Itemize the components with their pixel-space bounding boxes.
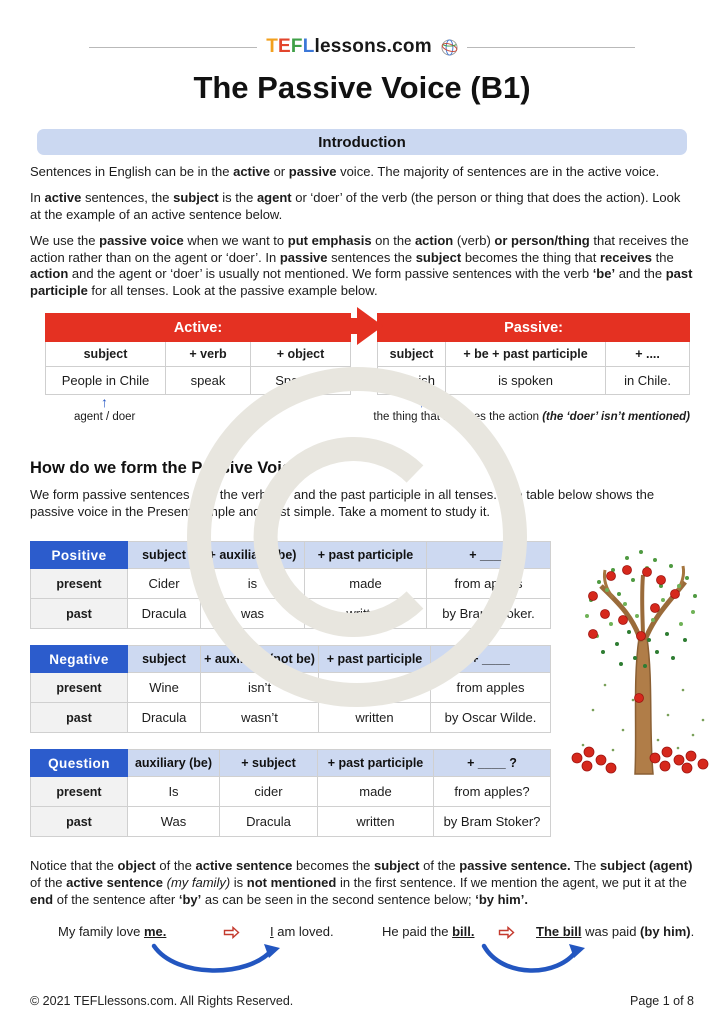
active-to-passive-arrow-icon [327,305,385,347]
table-cell: from apples [427,569,551,599]
site-header [30,0,694,58]
column-header: subject [378,342,446,367]
column-header: subject [46,342,166,367]
active-table [45,313,351,395]
up-arrow-icon: ↑ [101,394,108,411]
table-annotations [30,395,694,433]
column-header: + past participle [305,542,427,569]
column-header: subject [128,646,201,673]
curve-arrow-icon [478,942,588,978]
positive-table [30,541,551,629]
table-cell: written [318,807,434,837]
table-cell: in Chile. [606,367,690,395]
example-passive-1: I am loved. [270,923,334,939]
table-cell: Was [128,807,220,837]
table-cell: Spanish [378,367,446,395]
table-cell: made [305,569,427,599]
column-header: + ____ [431,646,551,673]
column-header: + ____ ? [434,750,551,777]
logo-letter-f: F [290,36,303,57]
table-cell: People in Chile [46,367,166,395]
section-heading: How do we form the Passive Voice? [30,459,311,478]
divider-right [467,47,635,48]
logo-letter-t: T [266,36,278,57]
intro-header-label: Introduction [318,133,406,151]
row-label: past [31,703,128,733]
column-header: + verb [166,342,251,367]
example-passive-2: The bill was paid (by him). [536,923,695,939]
table-cell: from apples [431,673,551,703]
passive-table [377,313,690,395]
intro-paragraph-1: Sentences in English can be in the active or passive voice. The majority of sentences are in the active voice. [30,164,660,179]
table-label: Positive [31,542,128,569]
logo [266,36,432,58]
transform-arrow-icon [498,926,515,939]
intro-paragraph-2: In active sentences, the subject is the agent or ‘doer’ of the verb (the person or thing that does the action). Look at the example of an active sentence below. [30,189,681,222]
column-header: + be + past participle [446,342,606,367]
table-cell: Is [128,777,220,807]
example-active-2: He paid the bill. [382,923,475,939]
table-cell: by Bram Stoker? [434,807,551,837]
globe-icon [441,39,458,56]
logo-rest: lessons.com [314,36,432,57]
divider-left [89,47,257,48]
column-header: + auxiliary (be) [201,542,305,569]
example-active-1: My family love me. [58,923,167,939]
table-cell: isn’t [201,673,319,703]
table-cell: Cider [128,569,201,599]
table-cell: is [201,569,305,599]
negative-table [30,645,551,733]
footer-copyright: © 2021 TEFLlessons.com. All Rights Reserved. [30,994,294,1008]
table-label: Question [31,750,128,777]
logo-letter-e: E [278,36,291,57]
row-label: present [31,673,128,703]
table-cell: from apples? [434,777,551,807]
apple-tree-illustration [563,520,724,778]
column-header: auxiliary (be) [128,750,220,777]
logo-letter-l: L [302,36,315,57]
table-label: Negative [31,646,128,673]
form-paragraph: We form passive sentences with the verb ‘be’ and the past participle in all tenses. The table below shows the passive voice in the Present Simple and Past simple. Take a moment to study it. [30,487,655,520]
intro-paragraph-3: We use the passive voice when we want to put emphasis on the action (verb) or person/thing that receives the action rather than on the agent or ‘doer’. In passive sentences the subject becomes the thing that receives the action and the agent or ‘doer’ is usually not mentioned. We form passive sentences with the verb ‘be’ and the past participle for all tenses. Look at the passive example below. [30,232,693,299]
notice-paragraph: Notice that the object of the active sentence becomes the subject of the passive sentence. The subject (agent) of the active sentence (my family) is not mentioned in the first sentence. If we mention the agent, we put it at the end of the sentence after ‘by’ as can be seen in the second sentence below; ‘by him’. [30,858,693,907]
table-cell: Dracula [128,703,201,733]
question-table [30,749,551,837]
transform-arrow-icon [223,926,240,939]
receiver-note: the thing that receives the action (the ‘doer’ isn’t mentioned) [373,411,690,424]
table-cell: by Bram Stoker. [427,599,551,629]
column-header: + object [251,342,351,367]
column-header: subject [128,542,201,569]
up-arrow-icon: ↑ [418,394,425,411]
intro-header [37,129,687,155]
table-cell: was [201,599,305,629]
table-cell: wasn’t [201,703,319,733]
table-cell: Dracula [220,807,318,837]
table-cell: speak [166,367,251,395]
page-title: The Passive Voice (B1) [193,70,531,105]
footer-page-number: Page 1 of 8 [630,994,694,1008]
column-header: + past participle [319,646,431,673]
table-cell: made [318,777,434,807]
row-label: past [31,807,128,837]
table-cell: by Oscar Wilde. [431,703,551,733]
table-cell: Spanish. [251,367,351,395]
table-cell: cider [220,777,318,807]
table-cell: Wine [128,673,201,703]
table-cell: Dracula [128,599,201,629]
row-label: present [31,569,128,599]
column-header: + auxiliary (not be) [201,646,319,673]
active-passive-comparison [30,313,694,395]
row-label: past [31,599,128,629]
curve-arrow-icon [148,942,283,978]
row-label: present [31,777,128,807]
page-footer [30,994,694,1008]
column-header: + subject [220,750,318,777]
agent-doer-note: agent / doer [74,411,136,424]
table-cell: made [319,673,431,703]
table-cell: written [305,599,427,629]
column-header: + past participle [318,750,434,777]
table-cell: is spoken [446,367,606,395]
column-header: + .... [606,342,690,367]
example-sentences [30,924,694,986]
table-cell: written [319,703,431,733]
passive-table-title: Passive: [378,314,690,342]
active-table-title: Active: [46,314,351,342]
column-header: + ____ [427,542,551,569]
